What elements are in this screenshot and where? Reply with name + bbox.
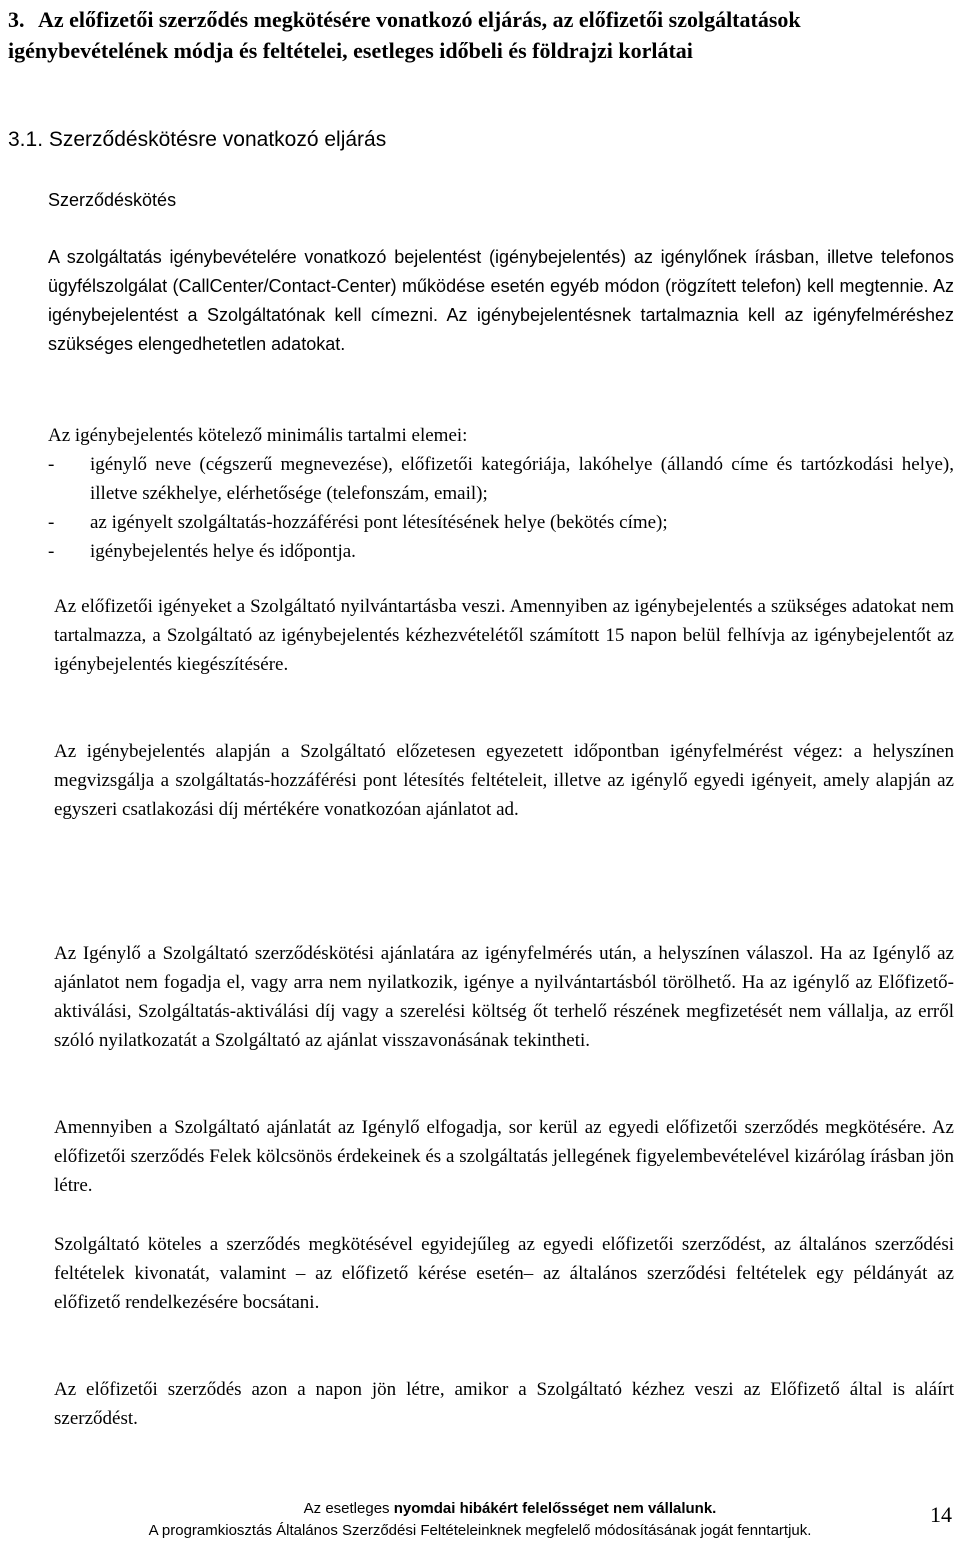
footer-disclaimer-bold: nyomdai hibákért felelősséget nem vállalunk.	[393, 1500, 717, 1517]
list-item	[48, 537, 954, 566]
section-label: Szerződéskötés	[48, 190, 177, 210]
list-marker: -	[48, 512, 55, 533]
page-number: 14	[930, 1502, 952, 1527]
list-marker: -	[48, 454, 55, 475]
list-item-text: igénybejelentés helye és időpontja.	[90, 541, 356, 562]
list-item-text: az igényelt szolgáltatás-hozzáférési pont létesítésének helye (bekötés címe);	[90, 512, 668, 533]
subsection-heading: 3.1. Szerződéskötésre vonatkozó eljárás	[8, 128, 387, 151]
list-item	[48, 450, 954, 508]
required-elements-block	[48, 421, 954, 566]
paragraph: Az igénybejelentés alapján a Szolgáltató előzetesen egyezetett időpontban igényfelmérést végez: a helyszínen megvizsgálja a szolgáltatás-hozzáférési pont létesítés feltételeit, illetve az igénylő egyedi igényeit, amely alapján az egyszeri csatlakozási díj mértékére vonatkozóan ajánlatot ad.	[54, 741, 954, 820]
section-number: 3.	[8, 7, 25, 32]
paragraph: Amennyiben a Szolgáltató ajánlatát az Igénylő elfogadja, sor kerül az egyedi előfizetői szerződés megkötésére. Az előfizetői szerződés Felek kölcsönös érdekeinek és a szolgáltatás jellegének figyelembevételével kizárólag írásban jön létre.	[54, 1117, 954, 1196]
list-item	[48, 508, 954, 537]
paragraph: Az előfizetői szerződés azon a napon jön létre, amikor a Szolgáltató kézhez veszi az Előfizető által is aláírt szerződést.	[54, 1379, 954, 1429]
paragraph: Szolgáltató köteles a szerződés megkötésével egyidejűleg az egyedi előfizetői szerződést, az általános szerződési feltételek kivonatát, valamint – az előfizető kérése esetén– az általános szerződési feltételek egy példányát az előfizető rendelkezésére bocsátani.	[54, 1234, 954, 1313]
section-heading-text: Az előfizetői szerződés megkötésére vonatkozó eljárás, az előfizetői szolgáltatások igénybevételének módja és feltételei, esetleges időbeli és földrajzi korlátai	[8, 7, 801, 63]
footer-disclaimer: Az esetleges	[303, 1500, 394, 1517]
list-intro: Az igénybejelentés kötelező minimális tartalmi elemei:	[48, 425, 468, 446]
section-heading	[8, 4, 952, 66]
list-marker: -	[48, 541, 55, 562]
list-item-text: igénylő neve (cégszerű megnevezése), előfizetői kategóriája, lakóhelye (állandó címe és tartózkodási helye), illetve székhelye, elérhetősége (telefonszám, email);	[90, 454, 954, 504]
footer-line-2: A programkiosztás Általános Szerződési Feltételeinknek megfelelő módosításának jogát fenntartjuk.	[148, 1522, 812, 1539]
required-elements-list	[48, 450, 954, 566]
footer-line-1	[0, 1498, 960, 1520]
paragraph: Az előfizetői igényeket a Szolgáltató nyilvántartásba veszi. Amennyiben az igénybejelentés a szükséges adatokat nem tartalmazza, a Szolgáltató az igénybejelentés kézhezvételétől számított 15 napon belül felhívja az igénybejelentőt az igénybejelentés kiegészítésére.	[54, 596, 954, 675]
page-footer	[0, 1498, 960, 1542]
intro-paragraph: A szolgáltatás igénybevételére vonatkozó bejelentést (igénybejelentés) az igénylőnek írásban, illetve telefonos ügyfélszolgálat (CallCenter/Contact-Center) működése esetén egyéb módon (rögzített telefon) kell megtennie. Az igénybejelentést a Szolgáltatónak kell címezni. Az igénybejelentésnek tartalmaznia kell az igényfelméréshez szükséges elengedhetetlen adatokat.	[48, 247, 954, 354]
paragraph: Az Igénylő a Szolgáltató szerződéskötési ajánlatára az igényfelmérés után, a helyszínen válaszol. Ha az Igénylő az ajánlatot nem fogadja el, vagy arra nem nyilatkozik, igénye a nyilvántartásból törölhető. Ha az igénylő az Előfizető-aktiválási, Szolgáltatás-aktiválási díj vagy a szerelési költség őt terhelő részének megfizetését nem vállalja, az erről szóló nyilatkozatát a Szolgáltató az ajánlat visszavonásának tekintheti.	[54, 943, 954, 1051]
